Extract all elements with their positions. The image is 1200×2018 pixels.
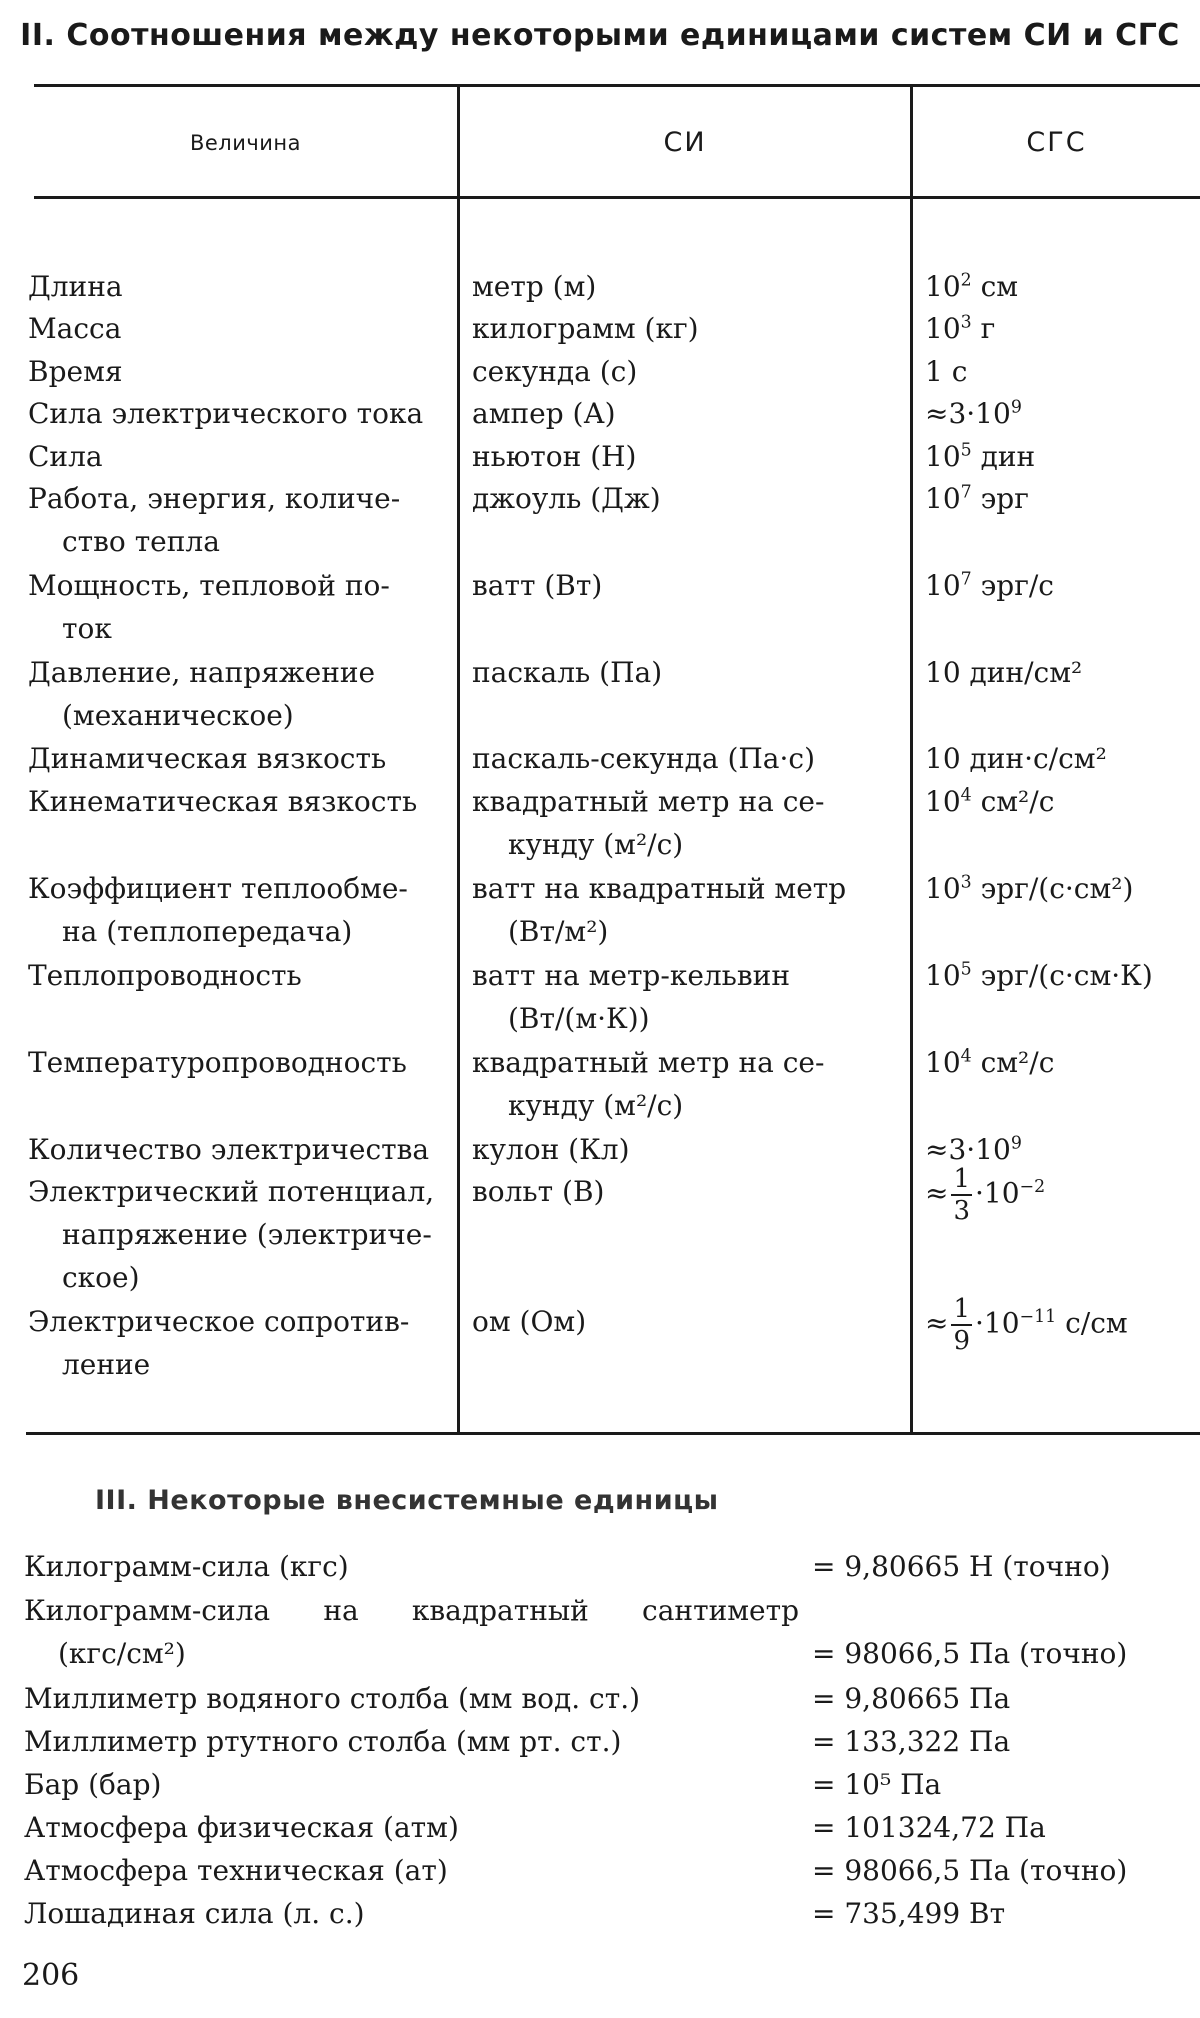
approx-sign: ≈ bbox=[925, 1176, 949, 1210]
quantity-cell bbox=[28, 265, 450, 308]
quantity-cell bbox=[28, 1170, 450, 1299]
cgs-unit: г bbox=[971, 312, 996, 345]
quantity-cell bbox=[28, 350, 450, 393]
cgs-exponent: 4 bbox=[960, 1046, 972, 1067]
extra-unit-row bbox=[0, 1677, 1200, 1721]
fraction-denominator: 9 bbox=[953, 1326, 971, 1356]
fraction-denominator: 3 bbox=[953, 1196, 971, 1226]
quantity-line: напряжение (электриче- bbox=[62, 1218, 432, 1251]
table-top-rule bbox=[34, 84, 1200, 87]
cgs-value-cell bbox=[925, 307, 1200, 350]
si-unit-cell bbox=[472, 1128, 897, 1171]
cgs-exponent: 9 bbox=[1010, 397, 1022, 418]
table-column-divider-1 bbox=[457, 86, 460, 1432]
extra-unit-row bbox=[0, 1545, 1200, 1589]
cgs-exponent: 3 bbox=[960, 872, 972, 893]
extra-unit-name: Миллиметр ртутного столба (мм рт. ст.) bbox=[24, 1725, 622, 1758]
si-unit-cell bbox=[472, 1170, 897, 1213]
cgs-value-text: 10 bbox=[925, 872, 961, 905]
cgs-value-cell bbox=[925, 780, 1200, 823]
si-unit-line: (Вт/(м·К)) bbox=[508, 1002, 650, 1035]
extra-unit-row bbox=[0, 1849, 1200, 1893]
si-unit-line: кунду (м²/с) bbox=[508, 828, 684, 861]
quantity-line: Давление, напряжение bbox=[28, 656, 376, 689]
si-unit-cell bbox=[472, 307, 897, 350]
si-unit-cell bbox=[472, 564, 897, 607]
cgs-unit: см bbox=[971, 270, 1019, 303]
quantity-cell bbox=[28, 737, 450, 780]
cgs-value-cell bbox=[925, 435, 1200, 478]
si-unit-cell bbox=[472, 954, 897, 1040]
si-unit-line: ампер (А) bbox=[472, 397, 616, 430]
quantity-cell bbox=[28, 477, 450, 563]
quantity-line: Динамическая вязкость bbox=[28, 742, 387, 775]
si-unit-cell bbox=[472, 737, 897, 780]
quantity-line: Сила электрического тока bbox=[28, 397, 424, 430]
si-unit-cell bbox=[472, 780, 897, 866]
cgs-value-cell bbox=[925, 867, 1200, 910]
cgs-value-text: 10 bbox=[925, 482, 961, 515]
si-unit-line: ватт (Вт) bbox=[472, 569, 603, 602]
section-3-title: III. Некоторые внесистемные единицы bbox=[95, 1485, 719, 1516]
cgs-value-cell bbox=[925, 392, 1200, 435]
si-unit-cell bbox=[472, 392, 897, 435]
table-column-divider-2 bbox=[910, 86, 913, 1432]
cgs-value-text: 10 bbox=[925, 785, 961, 818]
extra-unit-row bbox=[0, 1720, 1200, 1764]
quantity-cell bbox=[28, 307, 450, 350]
cgs-value-cell bbox=[925, 477, 1200, 520]
si-unit-cell bbox=[472, 477, 897, 520]
extra-unit-name: Килограмм-сила (кгс) bbox=[24, 1550, 349, 1583]
quantity-line: на (теплопередача) bbox=[62, 915, 353, 948]
cgs-exponent: 3 bbox=[960, 312, 972, 333]
table-header-rule bbox=[34, 196, 1200, 199]
quantity-line: Количество электричества bbox=[28, 1133, 430, 1166]
cgs-unit: дин bbox=[971, 440, 1036, 473]
cgs-value-cell bbox=[925, 350, 1200, 393]
quantity-line: Кинематическая вязкость bbox=[28, 785, 418, 818]
section-2-title: II. Соотношения между некоторыми единицами систем СИ и СГС bbox=[20, 18, 1180, 53]
extra-unit-value: = 98066,5 Па (точно) bbox=[812, 1637, 1128, 1670]
quantity-cell bbox=[28, 780, 450, 823]
quantity-line: Сила bbox=[28, 440, 103, 473]
extra-unit-value: = 9,80665 Н (точно) bbox=[812, 1550, 1111, 1583]
cgs-unit: эрг/(с·см²) bbox=[971, 872, 1134, 905]
quantity-line: ток bbox=[62, 612, 112, 645]
cgs-value-text: ≈3·10 bbox=[925, 397, 1011, 430]
quantity-line: ление bbox=[62, 1348, 151, 1381]
si-unit-line: ватт на квадратный метр bbox=[472, 872, 847, 905]
cgs-value-cell bbox=[925, 564, 1200, 607]
cgs-value-text: ·10 bbox=[975, 1176, 1020, 1210]
extra-unit-value: = 735,499 Вт bbox=[812, 1897, 1006, 1930]
cgs-value-text: 10 bbox=[925, 440, 961, 473]
quantity-line: Мощность, тепловой по- bbox=[28, 569, 390, 602]
si-unit-cell bbox=[472, 435, 897, 478]
cgs-value-cell bbox=[925, 737, 1200, 780]
quantity-line: Температуропроводность bbox=[28, 1046, 407, 1079]
cgs-unit: см²/с bbox=[971, 785, 1055, 818]
si-unit-cell bbox=[472, 1041, 897, 1127]
si-unit-line: квадратный метр на се- bbox=[472, 785, 825, 818]
page-number: 206 bbox=[22, 1958, 80, 1993]
si-unit-cell bbox=[472, 265, 897, 308]
quantity-cell bbox=[28, 1041, 450, 1084]
quantity-line: ство тепла bbox=[62, 525, 220, 558]
si-unit-line: кунду (м²/с) bbox=[508, 1089, 684, 1122]
table-bottom-rule bbox=[26, 1432, 1200, 1435]
extra-unit-row bbox=[0, 1589, 1200, 1670]
cgs-value-text: ≈3·10 bbox=[925, 1133, 1011, 1166]
quantity-line: Электрический потенциал, bbox=[28, 1175, 435, 1208]
extra-unit-row bbox=[0, 1892, 1200, 1936]
quantity-line: (механическое) bbox=[62, 699, 294, 732]
quantity-cell bbox=[28, 1128, 450, 1171]
si-unit-line: паскаль-секунда (Па·с) bbox=[472, 742, 815, 775]
extra-unit-value: = 133,322 Па bbox=[812, 1725, 1011, 1758]
quantity-line: Коэффициент теплообме- bbox=[28, 872, 408, 905]
cgs-value-text: 10 дин/см² bbox=[925, 656, 1083, 689]
fraction bbox=[951, 1294, 972, 1356]
fraction bbox=[951, 1164, 972, 1226]
cgs-value-text: 10 bbox=[925, 959, 961, 992]
cgs-value-cell bbox=[925, 954, 1200, 997]
si-unit-line: паскаль (Па) bbox=[472, 656, 663, 689]
si-unit-line: (Вт/м²) bbox=[508, 915, 609, 948]
quantity-cell bbox=[28, 1300, 450, 1386]
quantity-line: Время bbox=[28, 355, 123, 388]
quantity-line: Масса bbox=[28, 312, 122, 345]
cgs-value-text: ·10 bbox=[975, 1306, 1020, 1340]
cgs-exponent: 7 bbox=[960, 482, 972, 503]
si-unit-cell bbox=[472, 1300, 897, 1343]
extra-unit-name: Килограмм-сила на квадратный сантиметр bbox=[24, 1594, 799, 1627]
quantity-cell bbox=[28, 651, 450, 737]
extra-unit-name: Лошадиная сила (л. с.) bbox=[24, 1897, 365, 1930]
cgs-value-text: 10 bbox=[925, 270, 961, 303]
extra-unit-name: Миллиметр водяного столба (мм вод. ст.) bbox=[24, 1682, 641, 1715]
quantity-cell bbox=[28, 435, 450, 478]
cgs-exponent: −11 bbox=[1019, 1307, 1057, 1328]
si-unit-line: кулон (Кл) bbox=[472, 1133, 630, 1166]
extra-unit-row bbox=[0, 1763, 1200, 1807]
cgs-value-cell bbox=[925, 651, 1200, 694]
extra-unit-value: = 9,80665 Па bbox=[812, 1682, 1011, 1715]
header-cgs: СГС bbox=[1026, 127, 1087, 158]
si-unit-line: ом (Ом) bbox=[472, 1305, 587, 1338]
cgs-value-text: 1 с bbox=[925, 355, 968, 388]
cgs-exponent: 2 bbox=[960, 270, 972, 291]
cgs-value-cell bbox=[925, 1164, 1200, 1226]
cgs-exponent: 7 bbox=[960, 569, 972, 590]
extra-unit-name: (кгс/см²) bbox=[58, 1637, 186, 1670]
quantity-cell bbox=[28, 564, 450, 650]
cgs-exponent: 9 bbox=[1010, 1133, 1022, 1154]
cgs-exponent: −2 bbox=[1019, 1177, 1046, 1198]
si-unit-line: квадратный метр на се- bbox=[472, 1046, 825, 1079]
extra-unit-value: = 98066,5 Па (точно) bbox=[812, 1854, 1128, 1887]
si-unit-line: секунда (с) bbox=[472, 355, 638, 388]
extra-unit-name: Атмосфера техническая (ат) bbox=[24, 1854, 448, 1887]
cgs-exponent: 5 bbox=[960, 959, 972, 980]
si-unit-line: метр (м) bbox=[472, 270, 597, 303]
extra-unit-name: Атмосфера физическая (атм) bbox=[24, 1811, 459, 1844]
si-unit-cell bbox=[472, 651, 897, 694]
si-unit-line: килограмм (кг) bbox=[472, 312, 699, 345]
fraction-numerator: 1 bbox=[953, 1294, 971, 1324]
fraction-numerator: 1 bbox=[953, 1164, 971, 1194]
cgs-value-cell bbox=[925, 1041, 1200, 1084]
extra-unit-row bbox=[0, 1806, 1200, 1850]
quantity-cell bbox=[28, 392, 450, 435]
approx-sign: ≈ bbox=[925, 1306, 949, 1340]
extra-unit-value: = 10⁵ Па bbox=[812, 1768, 942, 1801]
cgs-unit: эрг bbox=[971, 482, 1029, 515]
si-unit-line: вольт (В) bbox=[472, 1175, 605, 1208]
cgs-exponent: 4 bbox=[960, 785, 972, 806]
cgs-value-text: 10 bbox=[925, 569, 961, 602]
cgs-unit: эрг/с bbox=[971, 569, 1054, 602]
header-si: СИ bbox=[663, 127, 707, 158]
quantity-cell bbox=[28, 954, 450, 997]
quantity-line: Электрическое сопротив- bbox=[28, 1305, 410, 1338]
quantity-line: Длина bbox=[28, 270, 123, 303]
cgs-value-cell bbox=[925, 265, 1200, 308]
cgs-value-text: 10 bbox=[925, 312, 961, 345]
quantity-cell bbox=[28, 867, 450, 953]
quantity-line: Работа, энергия, количе- bbox=[28, 482, 401, 515]
cgs-unit: см²/с bbox=[971, 1046, 1055, 1079]
cgs-unit: с/см bbox=[1056, 1306, 1128, 1340]
si-unit-line: ньютон (Н) bbox=[472, 440, 637, 473]
extra-unit-value: = 101324,72 Па bbox=[812, 1811, 1046, 1844]
si-unit-cell bbox=[472, 350, 897, 393]
cgs-unit: эрг/(с·см·К) bbox=[971, 959, 1153, 992]
cgs-value-text: 10 дин·с/см² bbox=[925, 742, 1107, 775]
si-unit-line: ватт на метр-кельвин bbox=[472, 959, 791, 992]
header-quantity: Величина bbox=[189, 131, 302, 155]
cgs-exponent: 5 bbox=[960, 440, 972, 461]
quantity-line: ское) bbox=[62, 1261, 140, 1294]
si-unit-cell bbox=[472, 867, 897, 953]
cgs-value-text: 10 bbox=[925, 1046, 961, 1079]
quantity-line: Теплопроводность bbox=[28, 959, 302, 992]
extra-unit-name: Бар (бар) bbox=[24, 1768, 162, 1801]
si-unit-line: джоуль (Дж) bbox=[472, 482, 661, 515]
cgs-value-cell bbox=[925, 1294, 1200, 1356]
